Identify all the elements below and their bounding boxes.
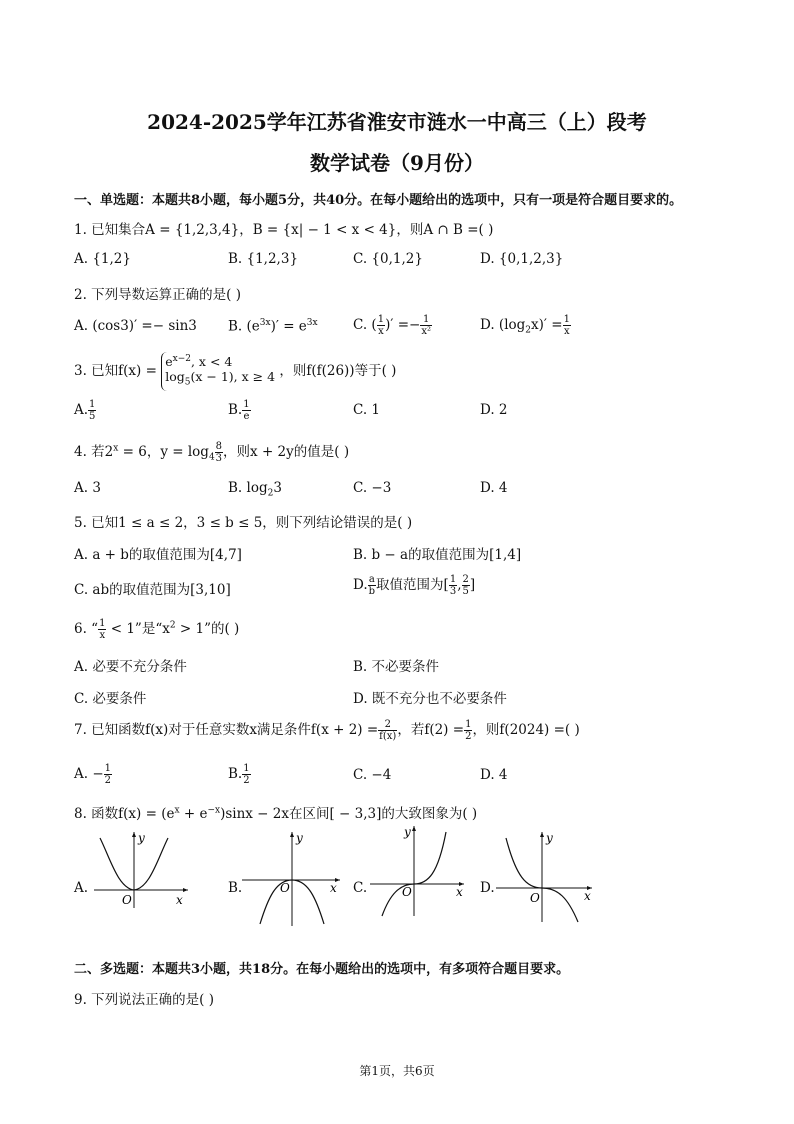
question-9-stem: 9. 下列说法正确的是( )	[74, 992, 214, 1008]
y-axis-arrow-icon	[290, 832, 294, 837]
q5-option-a: A. a + b的取值范围为[4,7]	[74, 547, 242, 563]
x-label: x	[584, 889, 591, 903]
exam-title: 2024-2025学年江苏省淮安市涟水一中高三（上）段考	[147, 110, 647, 134]
question-3-stem: 3. 已知f(x) = $e^{x-2}$, x < 4 $\log_5(x - 1)$, x ≥ 4 ，则f(f(26))等于( )	[74, 352, 396, 391]
y-label: y	[296, 831, 303, 845]
q6-option-c: C. 必要条件	[74, 691, 147, 707]
q3-option-b: B. $\frac{1}{e}$	[228, 399, 250, 422]
x-axis-arrow-icon	[183, 888, 188, 892]
page-number: 第1页，共6页	[359, 1064, 435, 1078]
q8-option-b-label: B.	[228, 880, 243, 896]
origin-label: O	[530, 891, 540, 905]
question-5-stem: 5. 已知1 ≤ a ≤ 2，3 ≤ b ≤ 5，则下列结论错误的是( )	[74, 515, 413, 531]
q4-option-a: A. 3	[74, 480, 101, 496]
q5-option-b: B. b − a的取值范围为[1,4]	[353, 547, 522, 563]
question-8-stem: 8. 函数$f(x) = (e^x + e^{-x})\sin x - 2x$在区间[ − 3,3]的大致图象为( )	[74, 805, 478, 822]
q8-graph-a	[92, 828, 192, 910]
y-axis-arrow-icon	[412, 826, 416, 831]
origin-label: O	[402, 885, 412, 899]
q6-option-d: D. 既不充分也不必要条件	[353, 691, 507, 707]
q3-option-d: D. 2	[480, 402, 508, 418]
y-axis-arrow-icon	[132, 832, 136, 837]
q3-option-c: C. 1	[353, 402, 381, 418]
x-label: x	[456, 885, 463, 899]
q8-graph-c	[368, 822, 468, 918]
y-label: y	[546, 831, 553, 845]
q7-option-d: D. 4	[480, 767, 508, 783]
section-heading-single-choice: 一、单选题：本题共8小题，每小题5分，共40分。在每小题给出的选项中，只有一项是符合题目要求的。	[74, 193, 683, 208]
q8-option-d-label: D.	[480, 880, 495, 896]
q8-option-c-label: C.	[353, 880, 368, 896]
q7-option-c: C. −4	[353, 767, 392, 783]
x-label: x	[176, 893, 183, 907]
q6-option-b: B. 不必要条件	[353, 659, 440, 675]
q1-option-d: D. {0,1,2,3}	[480, 251, 564, 267]
q1-option-a: A. {1,2}	[74, 251, 131, 267]
q7-option-b: B. $\frac{1}{2}$	[228, 763, 250, 786]
question-7-stem: 7. 已知函数f(x)对于任意实数x满足条件f(x + 2) = $\frac{2}{f(x)}$ ，若f(2) = $\frac{1}{2}$ ，则f(2024) =( )	[74, 719, 580, 742]
q2-option-b: B. $(e^{3x})' = e^{3x}$	[228, 318, 318, 335]
question-6-stem: 6. “ $\frac{1}{x}$ < 1”是“$x^2 > 1$”的( )	[74, 618, 240, 641]
q2-option-a: A. (cos3)′ =− sin3	[74, 318, 197, 334]
question-2-stem: 2. 下列导数运算正确的是( )	[74, 287, 241, 303]
q4-option-d: D. 4	[480, 480, 508, 496]
q8-option-a-label: A.	[74, 880, 89, 896]
q2-option-c: C. ( $\frac{1}{x}$ )′ =− $\frac{1}{\text{x²}}$	[353, 314, 431, 337]
q1-option-c: C. {0,1,2}	[353, 251, 423, 267]
q5-option-c: C. ab的取值范围为[3,10]	[74, 582, 231, 598]
q5-option-d: D. $\frac{a}{b}$ 取值范围为[ $\frac{1}{3}$ , $\frac{2}{5}$ ]	[353, 574, 476, 597]
origin-label: O	[280, 881, 290, 895]
y-label: y	[404, 825, 411, 839]
q1-option-b: B. {1,2,3}	[228, 251, 299, 267]
y-label: y	[138, 831, 145, 845]
q8-graph-b	[240, 828, 345, 928]
y-axis-arrow-icon	[540, 832, 544, 837]
q3-option-a: A. $\frac{1}{5}$	[74, 399, 96, 422]
piecewise-cases: $e^{x-2}$, x < 4 $\log_5(x - 1)$, x ≥ 4	[161, 352, 275, 391]
question-4-stem: 4. 若$2^x = 6$，$y = \log_4$ $\frac{8}{3}$ ，则x + 2y的值是( )	[74, 441, 350, 464]
section-heading-multiple-choice: 二、多选题：本题共3小题，共18分。在每小题给出的选项中，有多项符合题目要求。	[74, 962, 570, 977]
q8-graph-d	[494, 828, 596, 924]
q4-option-c: C. −3	[353, 480, 392, 496]
origin-label: O	[122, 893, 132, 907]
x-label: x	[330, 881, 337, 895]
q7-option-a: A. − $\frac{1}{2}$	[74, 763, 112, 786]
q6-option-a: A. 必要不充分条件	[74, 659, 187, 675]
q4-option-b: B. $\log_23$	[228, 480, 282, 499]
q2-option-d: D. $(\log_2x)'$ = $\frac{1}{x}$	[480, 314, 570, 337]
question-1-stem: 1. 已知集合A = {1,2,3,4}，B = {x| − 1 < x < 4}，则A ∩ B =( )	[74, 222, 494, 238]
exam-subtitle: 数学试卷（9月份）	[310, 151, 484, 175]
